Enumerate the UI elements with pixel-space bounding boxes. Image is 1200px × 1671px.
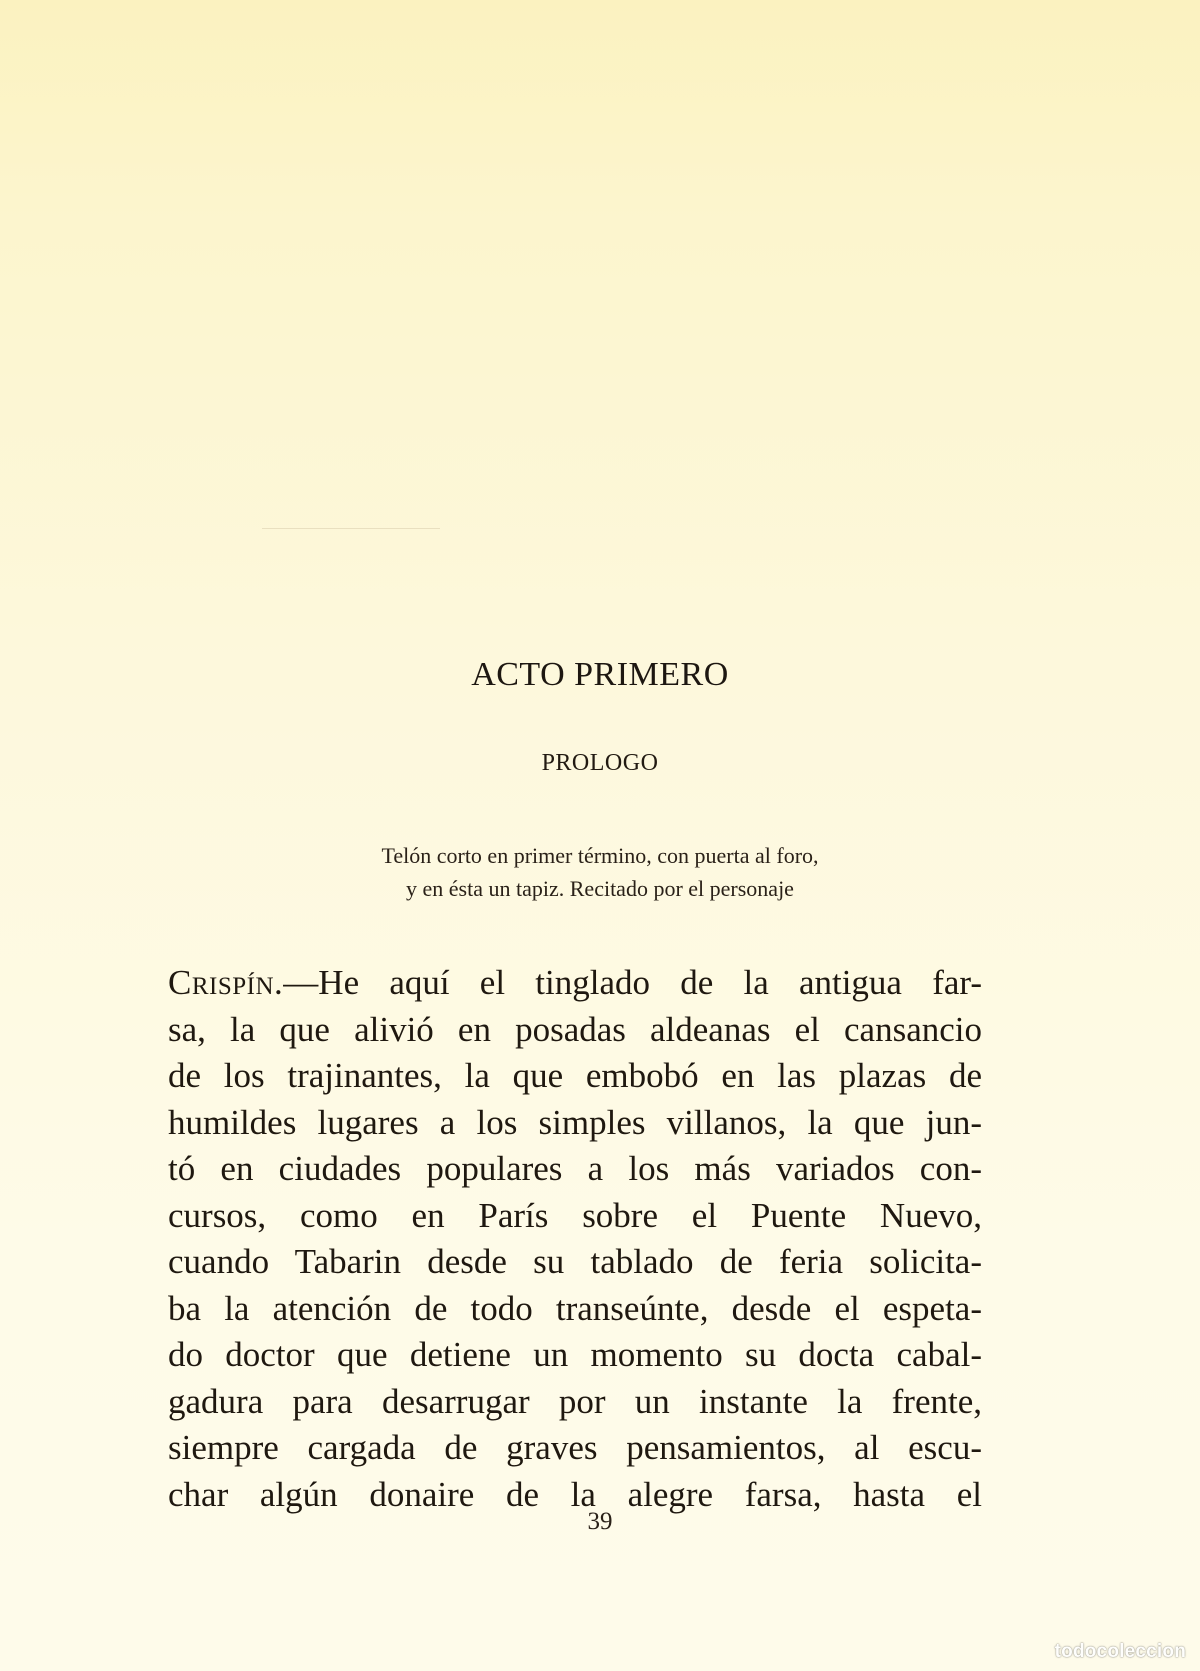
- speech-line: do doctor que detiene un momento su docta cabal-: [168, 1335, 982, 1374]
- act-title: ACTO PRIMERO: [471, 656, 729, 693]
- speech-line: [168, 960, 982, 1007]
- speech-line: humildes lugares a los simples villanos, la que jun-: [168, 1102, 982, 1142]
- speech-line: de los trajinantes, la que embobó en las plazas de: [168, 1056, 982, 1095]
- speech-line: cuando Tabarin desde su tablado de feria solicita-: [168, 1242, 982, 1281]
- speech-line: gadura para desarrugar por un instante la frente,: [168, 1381, 982, 1421]
- page-number: 39: [587, 1508, 613, 1535]
- speech-line: tó en ciudades populares a los más variados con-: [168, 1149, 982, 1188]
- speech-line: ba la atención de todo transeúnte, desde el espeta-: [168, 1288, 982, 1328]
- speech-line: char algún donaire de la alegre farsa, hasta el: [168, 1474, 982, 1514]
- stage-direction-line: y en ésta un tapiz. Recitado por el personaje: [406, 876, 794, 901]
- faint-rule: [262, 528, 440, 529]
- speaker-name: Crispín.: [168, 963, 284, 1002]
- speech-line: sa, la que alivió en posadas aldeanas el cansancio: [168, 1009, 982, 1049]
- stage-direction-line: Telón corto en primer término, con puerta al foro,: [381, 843, 819, 868]
- speech-line: cursos, como en París sobre el Puente Nuevo,: [168, 1195, 982, 1235]
- section-title: PROLOGO: [541, 750, 659, 776]
- speech-line: siempre cargada de graves pensamientos, al escu-: [168, 1428, 982, 1467]
- stage-directions: [0, 839, 1200, 905]
- speech-text: —He aquí el tinglado de la antigua far-: [283, 963, 982, 1002]
- speech-paragraph: [168, 960, 982, 1518]
- watermark-logo: todocoleccion: [1054, 1641, 1186, 1662]
